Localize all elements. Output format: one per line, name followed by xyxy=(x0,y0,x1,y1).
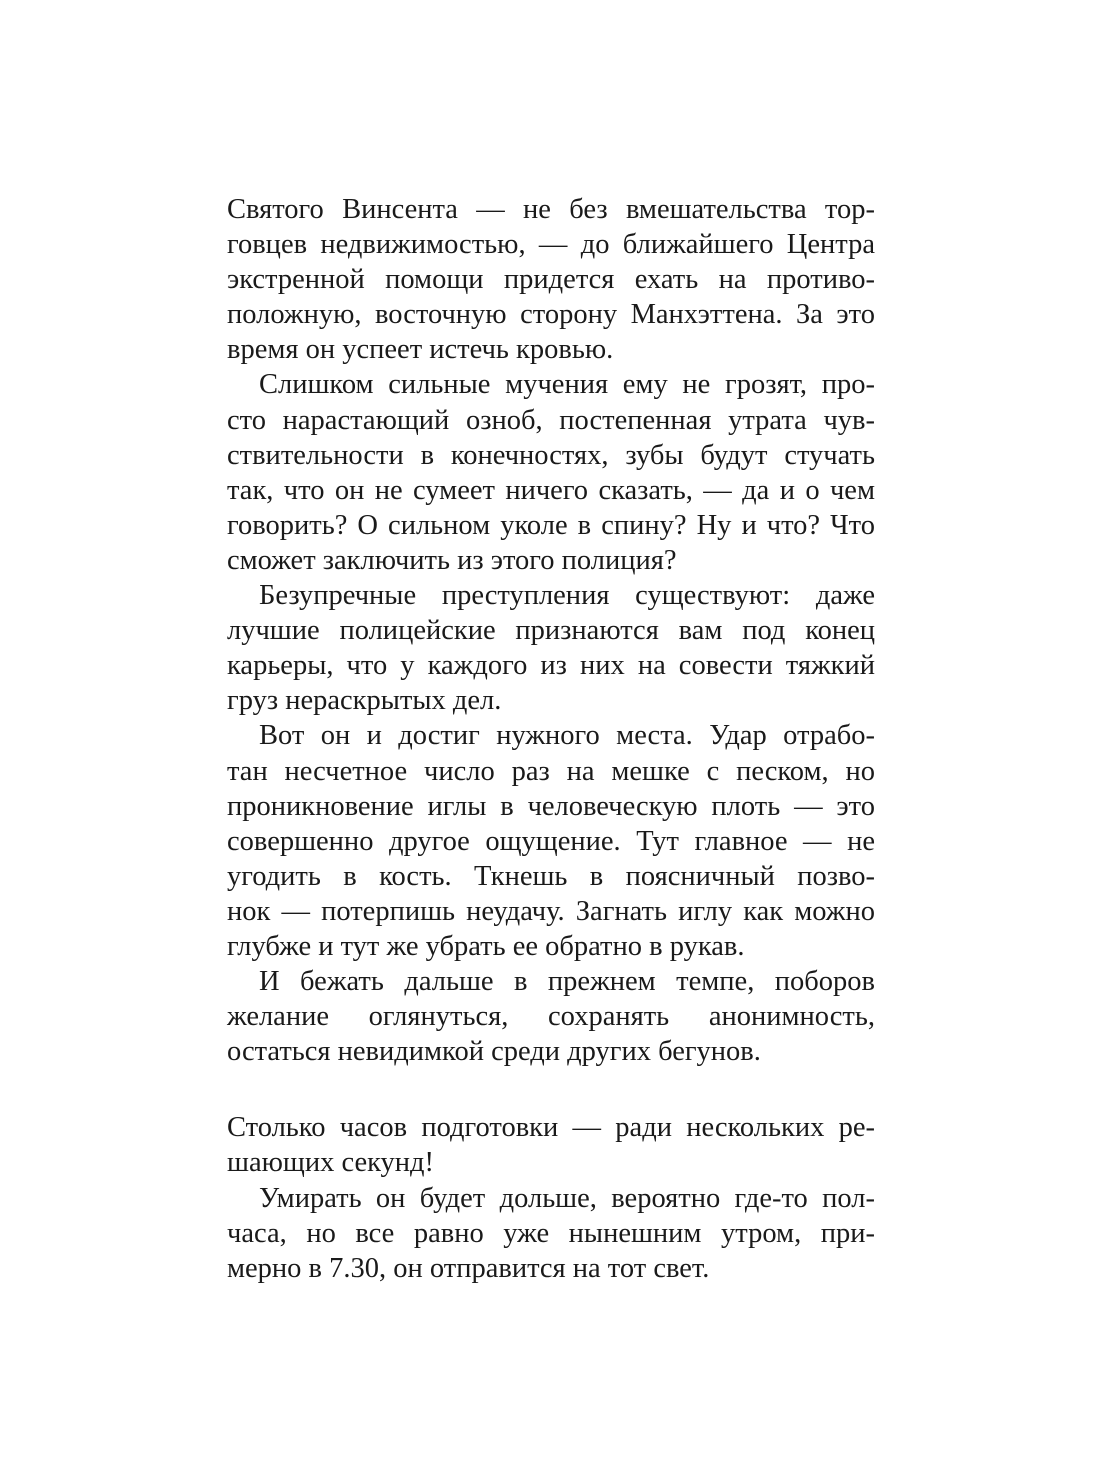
paragraph xyxy=(227,718,875,964)
text-line: угодить в кость. Ткнешь в поясничный позво- xyxy=(227,860,875,892)
text-line: Столько часов подготовки — ради нескольких ре- xyxy=(227,1112,875,1144)
text-line: карьеры, что у каждого из них на совести тяжкий xyxy=(227,650,875,682)
text-line: глубже и тут же убрать ее обратно в рукав. xyxy=(227,930,745,962)
text-line: так, что он не сумеет ничего сказать, — да и о чем xyxy=(227,474,875,506)
paragraph xyxy=(227,192,875,367)
text-line: лучшие полицейские признаются вам под конец xyxy=(227,615,875,647)
text-line: остаться невидимкой среди других бегунов. xyxy=(227,1036,761,1068)
text-line: сто нарастающий озноб, постепенная утрата чув- xyxy=(227,404,875,436)
text-line: шающих секунд! xyxy=(227,1147,435,1179)
text-line: Вот он и достиг нужного места. Удар отрабо- xyxy=(259,720,875,752)
text-line: желание оглянуться, сохранять анонимность, xyxy=(227,1001,875,1033)
paragraph xyxy=(227,1181,875,1286)
text-line: сможет заключить из этого полиция? xyxy=(227,544,677,576)
text-line: груз нераскрытых дел. xyxy=(227,685,502,717)
paragraph xyxy=(227,367,875,578)
text-line: положную, восточную сторону Манхэттена. За это xyxy=(227,299,875,331)
text-line: Безупречные преступления существуют: даже xyxy=(259,580,875,612)
text-line: мерно в 7.30, он отправится на тот свет. xyxy=(227,1252,710,1284)
text-line: экстренной помощи придется ехать на противо- xyxy=(227,264,875,296)
text-line: Слишком сильные мучения ему не грозят, про- xyxy=(259,369,875,401)
text-line: тан несчетное число раз на мешке с песком, но xyxy=(227,755,875,787)
section-break xyxy=(227,1069,875,1110)
text-line: часа, но все равно уже нынешним утром, при- xyxy=(227,1217,875,1249)
text-line: И бежать дальше в прежнем темпе, поборов xyxy=(259,966,875,998)
paragraph xyxy=(227,964,875,1069)
text-line: время он успеет истечь кровью. xyxy=(227,334,614,366)
paragraph xyxy=(227,1110,875,1180)
paragraph xyxy=(227,578,875,718)
text-line: Святого Винсента — не без вмешательства тор- xyxy=(227,194,875,225)
text-line: ствительности в конечностях, зубы будут стучать xyxy=(227,439,875,471)
text-line: говорить? О сильном уколе в спину? Ну и что? Что xyxy=(227,509,875,541)
text-line: нок — потерпишь неудачу. Загнать иглу как можно xyxy=(227,895,875,927)
text-line: Умирать он будет дольше, вероятно где-то пол- xyxy=(259,1182,875,1214)
text-line: проникновение иглы в человеческую плоть — это xyxy=(227,790,875,822)
text-line: говцев недвижимостью, — до ближайшего Центра xyxy=(227,229,875,261)
text-column xyxy=(227,192,875,1286)
text-line: совершенно другое ощущение. Тут главное — не xyxy=(227,825,875,857)
